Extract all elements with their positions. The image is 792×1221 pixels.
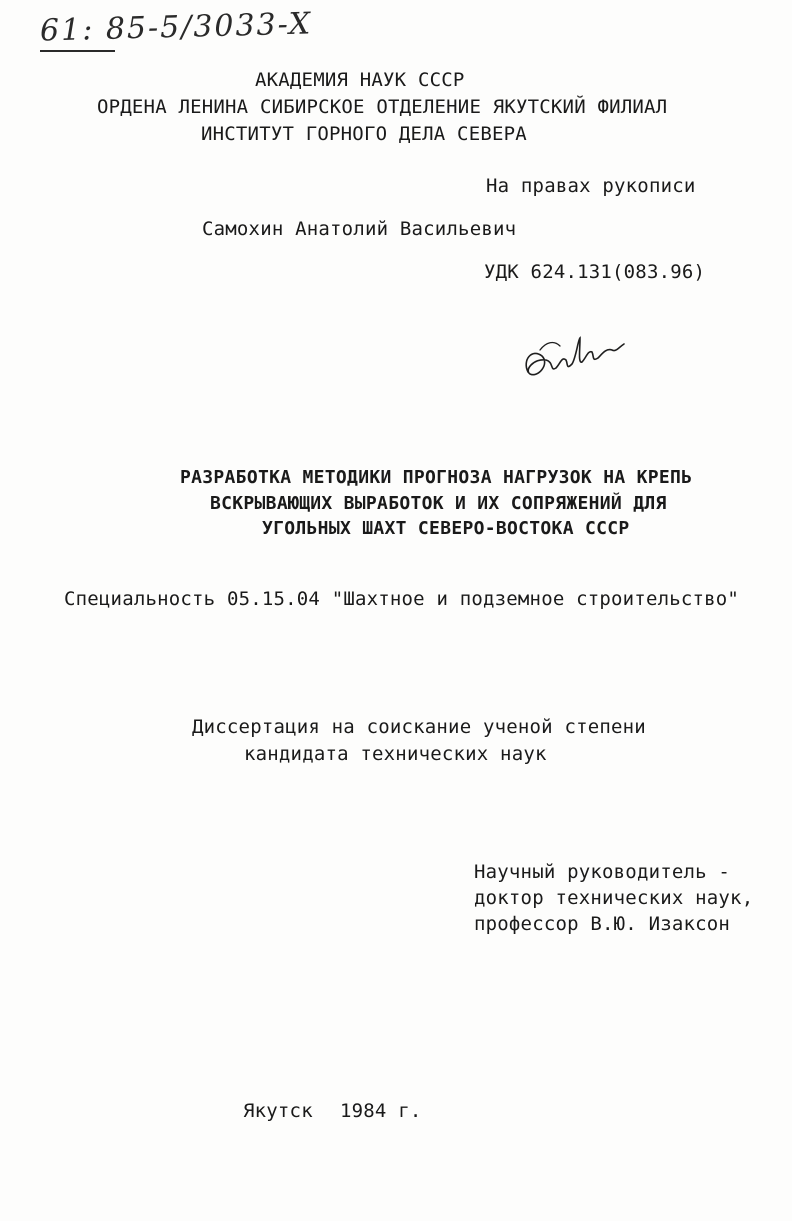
header-institute: ИНСТИТУТ ГОРНОГО ДЕЛА СЕВЕРА xyxy=(201,123,527,145)
title-line-1: РАЗРАБОТКА МЕТОДИКИ ПРОГНОЗА НАГРУЗОК НА КРЕПЬ xyxy=(180,467,693,488)
header-academy: АКАДЕМИЯ НАУК СССР xyxy=(255,69,465,91)
place-city: Якутск xyxy=(243,1100,313,1122)
manuscript-note: На правах рукописи xyxy=(486,175,696,197)
udc-code: УДК 624.131(083.96) xyxy=(484,261,706,283)
signature-image xyxy=(520,320,630,390)
supervisor-line-2: доктор технических наук, xyxy=(474,887,754,909)
dissertation-line-2: кандидата технических наук xyxy=(244,743,547,765)
title-line-2: ВСКРЫВАЮЩИХ ВЫРАБОТОК И ИХ СОПРЯЖЕНИЙ ДЛЯ xyxy=(210,493,667,514)
archive-reference-underline xyxy=(40,50,115,52)
author-name: Самохин Анатолий Васильевич xyxy=(202,218,517,240)
title-line-3: УГОЛЬНЫХ ШАХТ СЕВЕРО-ВОСТОКА СССР xyxy=(262,518,630,539)
place-year: 1984 г. xyxy=(340,1100,422,1122)
supervisor-line-3: профессор В.Ю. Изаксон xyxy=(474,913,731,935)
dissertation-line-1: Диссертация на соискание ученой степени xyxy=(192,716,646,738)
supervisor-line-1: Научный руководитель - xyxy=(474,861,731,883)
specialty: Специальность 05.15.04 "Шахтное и подземное строительство" xyxy=(64,588,740,610)
header-branch: ОРДЕНА ЛЕНИНА СИБИРСКОЕ ОТДЕЛЕНИЕ ЯКУТСКИЙ ФИЛИАЛ xyxy=(97,96,668,118)
archive-reference-handwritten: 61: 85-5/3033-X xyxy=(39,6,313,49)
